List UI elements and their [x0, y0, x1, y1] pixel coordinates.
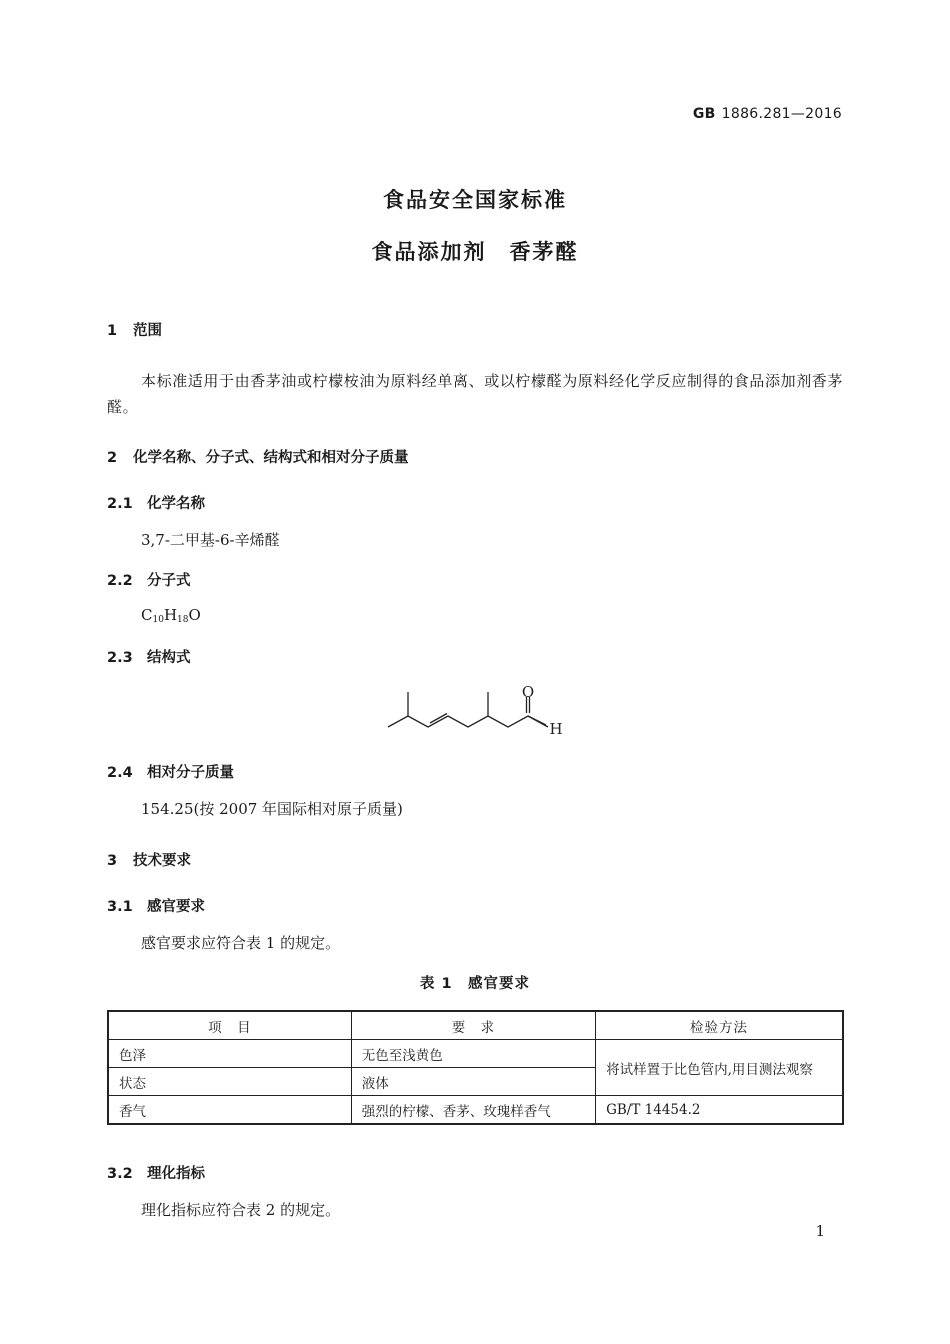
section-1-text: 本标准适用于由香茅油或柠檬桉油为原料经单离、或以柠檬醛为原料经化学反应制得的食品添加剂香茅醛。	[107, 372, 844, 416]
table-cell-requirement: 液体	[351, 1068, 595, 1096]
subsection-3-2-heading	[107, 1162, 205, 1183]
table-header-cell: 要 求	[351, 1011, 595, 1040]
table-cell-method: 将试样置于比色管内,用目测法观察	[596, 1040, 843, 1096]
section-2-heading	[107, 446, 409, 467]
standard-number	[693, 106, 842, 122]
table-cell-item: 色泽	[108, 1040, 351, 1068]
subsection-2-4-heading	[107, 761, 234, 782]
document-title: 食品安全国家标准	[383, 188, 567, 212]
standard-prefix: GB	[692, 106, 716, 122]
subsection-3-2-text: 理化指标应符合表 2 的规定。	[141, 1201, 341, 1219]
subsection-title: 相对分子质量	[147, 765, 234, 781]
table-header-cell: 检验方法	[596, 1011, 843, 1040]
formula-c-subscript: 10	[152, 615, 164, 625]
document-subtitle: 食品添加剂 香茅醛	[371, 240, 579, 264]
section-title: 技术要求	[133, 853, 191, 869]
table-row	[108, 1040, 843, 1068]
oxygen-atom-label: O	[521, 683, 535, 701]
formula-h-subscript: 18	[177, 615, 189, 625]
formula-o: O	[188, 606, 201, 624]
formula-h: H	[163, 606, 178, 624]
section-title: 范围	[133, 323, 162, 339]
subsection-2-1-heading	[107, 492, 205, 513]
section-1-heading	[107, 319, 162, 340]
table-cell-method: GB/T 14454.2	[596, 1096, 843, 1125]
subsection-number: 2.2	[107, 573, 133, 589]
table-row	[108, 1096, 843, 1125]
subsection-number: 2.1	[107, 496, 133, 512]
formula-c: C	[141, 606, 153, 624]
section-number: 1	[107, 323, 118, 339]
structural-formula	[380, 680, 580, 740]
section-3-heading	[107, 849, 191, 870]
section-number: 2	[107, 450, 118, 466]
subsection-number: 2.3	[107, 650, 133, 666]
subsection-title: 分子式	[147, 573, 191, 589]
table-cell-requirement: 强烈的柠檬、香茅、玫瑰样香气	[351, 1096, 595, 1125]
subsection-title: 结构式	[147, 650, 191, 666]
table-cell-requirement: 无色至浅黄色	[351, 1040, 595, 1068]
subsection-title: 理化指标	[147, 1166, 205, 1182]
subsection-2-2-heading	[107, 569, 191, 590]
subsection-number: 2.4	[107, 765, 133, 781]
section-title: 化学名称、分子式、结构式和相对分子质量	[133, 450, 409, 466]
subsection-number: 3.2	[107, 1166, 133, 1182]
subsection-title: 化学名称	[147, 496, 205, 512]
subsection-3-1-text: 感官要求应符合表 1 的规定。	[141, 934, 341, 952]
table-header-cell: 项 目	[108, 1011, 351, 1040]
table-header-row	[108, 1011, 843, 1040]
table-cell-item: 香气	[108, 1096, 351, 1125]
table-1-caption: 表 1 感官要求	[419, 976, 531, 992]
subsection-3-1-heading	[107, 895, 205, 916]
chemical-name: 3,7-二甲基-6-辛烯醛	[141, 531, 280, 549]
molecular-formula	[141, 606, 201, 625]
relative-molecular-mass: 154.25(按 2007 年国际相对原子质量)	[141, 800, 403, 818]
subsection-number: 3.1	[107, 899, 133, 915]
standard-code: 1886.281—2016	[721, 106, 842, 122]
table-cell-item: 状态	[108, 1068, 351, 1096]
hydrogen-atom-label: H	[549, 720, 563, 738]
section-number: 3	[107, 853, 118, 869]
table-1	[107, 1010, 844, 1125]
subsection-title: 感官要求	[147, 899, 205, 915]
page-number: 1	[815, 1222, 825, 1240]
subsection-2-3-heading	[107, 646, 191, 667]
